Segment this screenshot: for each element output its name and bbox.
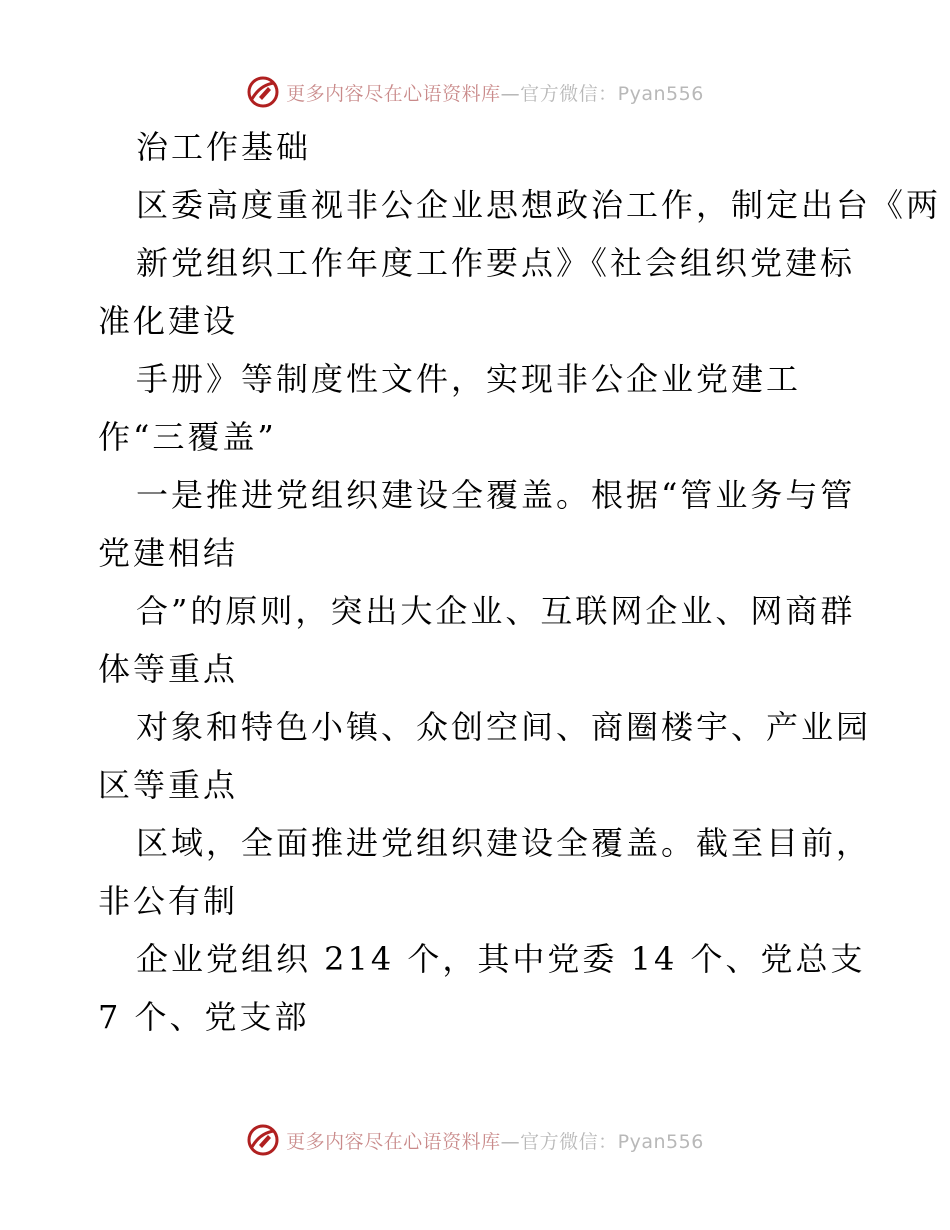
text-line: 非公有制	[98, 882, 239, 920]
text-line: 作“三覆盖”	[98, 418, 277, 456]
watermark-contact: 官方微信：Pyan556	[520, 82, 704, 105]
watermark-text	[286, 1127, 704, 1154]
header-watermark	[0, 72, 950, 112]
text-line: 新党组织工作年度工作要点》《社会组织党建标	[136, 244, 856, 282]
watermark-brand: 更多内容尽在心语资料库	[286, 82, 501, 105]
text-line: 7 个、党支部	[98, 998, 310, 1036]
text-line: 对象和特色小镇、众创空间、商圈楼宇、产业园	[136, 708, 872, 746]
text-line: 区域，全面推进党组织建设全覆盖。截至目前，	[136, 824, 872, 862]
watermark-dash: —	[500, 82, 521, 105]
pen-logo-icon	[246, 1123, 280, 1157]
text-line: 企业党组织 214 个，其中党委 14 个、党总支	[136, 940, 866, 978]
watermark-text	[286, 79, 704, 106]
footer-watermark	[0, 1120, 950, 1160]
text-line: 体等重点	[98, 650, 239, 688]
text-line: 一是推进党组织建设全覆盖。根据“管业务与管	[136, 476, 856, 514]
text-line: 合”的原则，突出大企业、互联网企业、网商群	[136, 592, 856, 630]
text-line: 区等重点	[98, 766, 239, 804]
watermark-contact: 官方微信：Pyan556	[520, 1130, 704, 1153]
document-body	[98, 118, 942, 1046]
text-line: 区委高度重视非公企业思想政治工作，制定出台《两	[136, 186, 942, 224]
text-line: 准化建设	[98, 302, 239, 340]
text-line: 治工作基础	[136, 128, 312, 166]
text-line: 手册》等制度性文件，实现非公企业党建工	[136, 360, 802, 398]
pen-logo-icon	[246, 75, 280, 109]
watermark-brand: 更多内容尽在心语资料库	[286, 1130, 501, 1153]
watermark-dash: —	[500, 1130, 521, 1153]
text-line: 党建相结	[98, 534, 239, 572]
